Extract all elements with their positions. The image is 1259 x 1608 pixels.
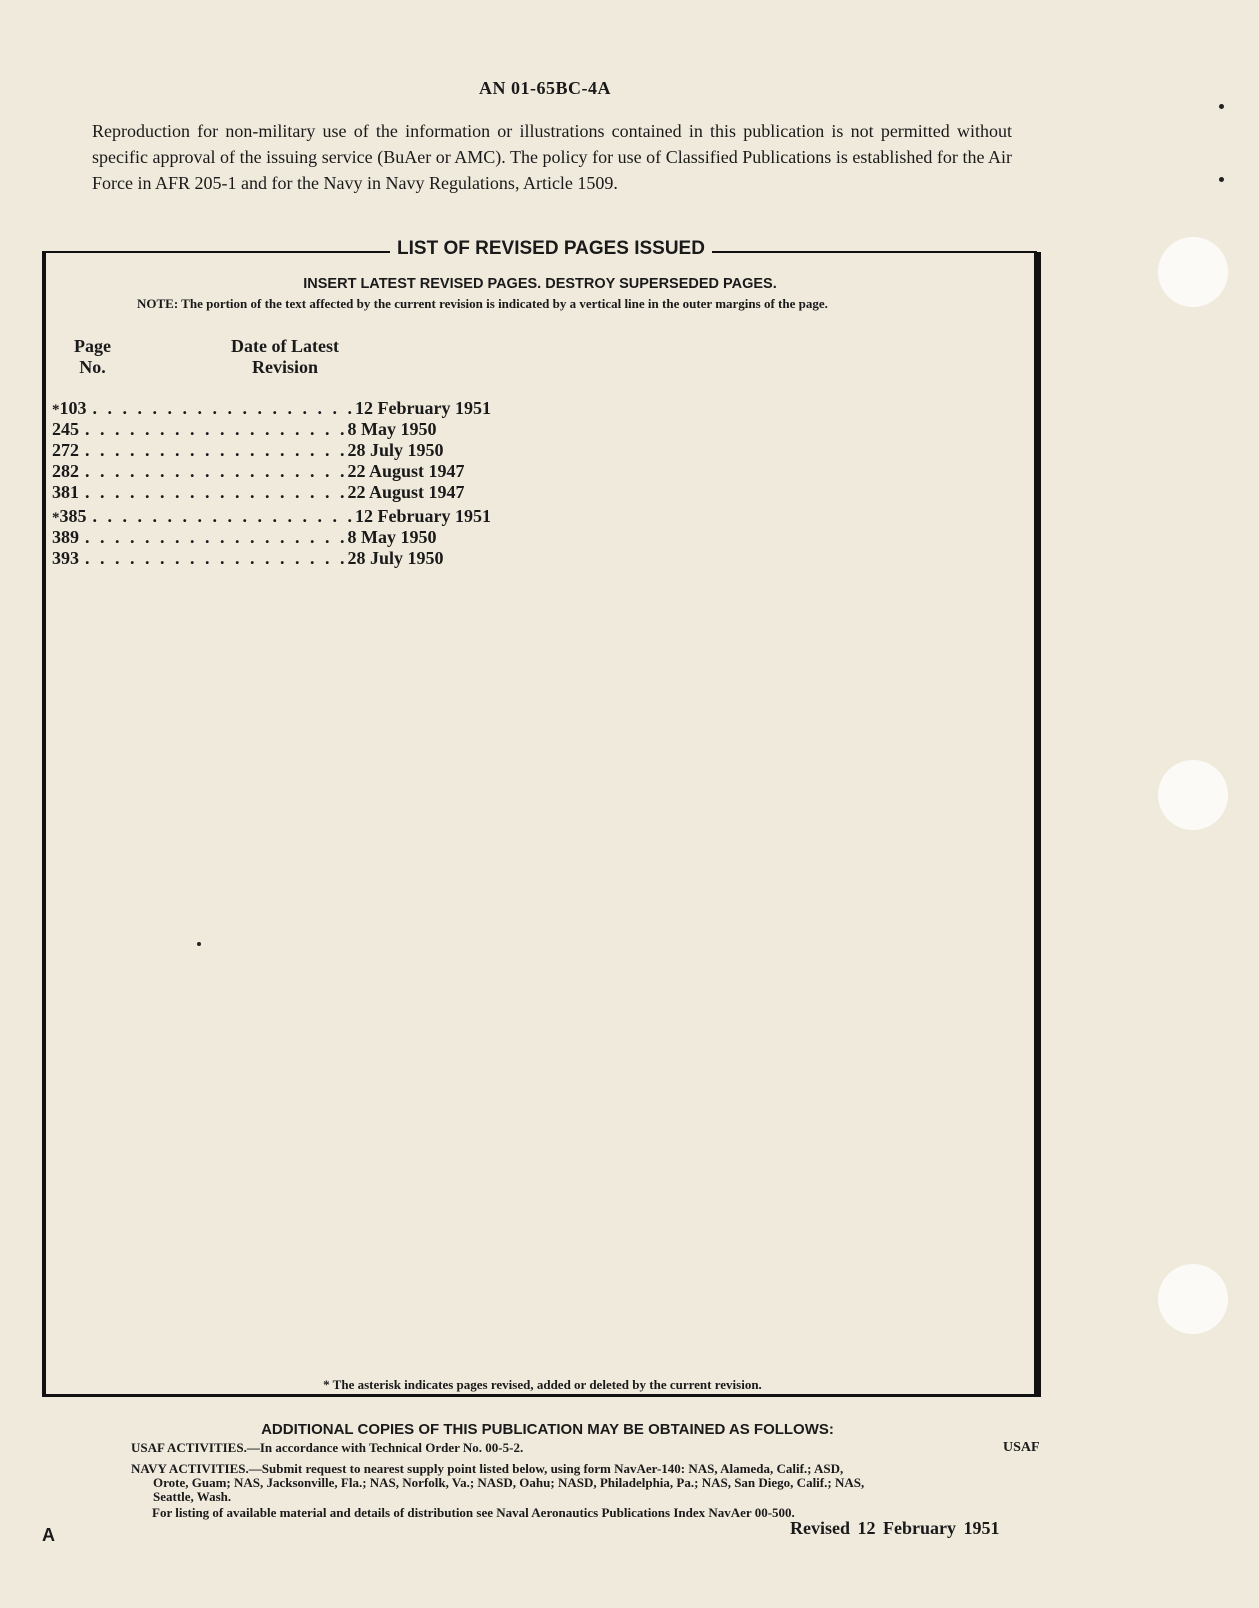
leader-dots: . . . . . . . . . . . . . . . . . . (85, 461, 348, 481)
asterisk-note: * The asterisk indicates pages revised, added or deleted by the current revision. (323, 1377, 762, 1392)
table-row (52, 548, 444, 569)
speck (1219, 104, 1224, 109)
divider (42, 251, 390, 253)
page-number: 103 (59, 398, 87, 418)
column-header-page (60, 336, 125, 378)
revision-date-cell: 28 July 1950 (347, 440, 444, 460)
leader-dots: . . . . . . . . . . . . . . . . . . (92, 398, 355, 418)
page-letter: A (42, 1525, 55, 1545)
header-line: Date of Latest (231, 336, 339, 356)
header-line: Page (74, 336, 111, 356)
revision-date-cell: 8 May 1950 (347, 527, 437, 547)
table-row (52, 527, 437, 548)
navy-activities (131, 1462, 1011, 1504)
page-number: 272 (52, 440, 79, 460)
page-number: 393 (52, 548, 79, 568)
table-row (52, 440, 444, 461)
revision-date-cell: 8 May 1950 (347, 419, 437, 439)
instruction: INSERT LATEST REVISED PAGES. DESTROY SUPERSEDED PAGES. (303, 276, 777, 292)
copies-heading: ADDITIONAL COPIES OF THIS PUBLICATION MAY BE OBTAINED AS FOLLOWS: (261, 1421, 834, 1438)
revision-date-cell: 22 August 1947 (347, 482, 465, 502)
leader-dots: . . . . . . . . . . . . . . . . . . (85, 527, 348, 547)
revision-date-cell: 12 February 1951 (355, 506, 491, 526)
revision-note: NOTE: The portion of the text affected by the current revision is indicated by a vertical line in the outer margins of the page. (137, 296, 828, 311)
punch-hole (1158, 760, 1228, 830)
leader-dots: . . . . . . . . . . . . . . . . . . (92, 506, 355, 526)
page-number: 389 (52, 527, 79, 547)
punch-hole (1158, 1264, 1228, 1334)
asterisk-marker: * (52, 510, 60, 526)
header-line: No. (79, 357, 106, 377)
revision-date: Revised 12 February 1951 (790, 1518, 1000, 1538)
speck (1219, 177, 1224, 182)
leader-dots: . . . . . . . . . . . . . . . . . . (85, 548, 348, 568)
table-row (52, 482, 465, 503)
usaf-activities: USAF ACTIVITIES.—In accordance with Technical Order No. 00-5-2. (131, 1440, 524, 1455)
listing-note: For listing of available material and details of distribution see Naval Aeronautics Publications Index NavAer 00-500. (152, 1505, 795, 1520)
leader-dots: . . . . . . . . . . . . . . . . . . (85, 482, 348, 502)
document-id: AN 01-65BC-4A (479, 78, 611, 98)
header-line: Revision (251, 357, 318, 377)
reproduction-notice: Reproduction for non-military use of the information or illustrations contained in this publication is not permitted without specific approval of the issuing service (BuAer or AMC). The policy for use of Classified Publications is established for the Air Force in AFR 205-1 and for the Navy in Navy Regulations, Article 1509. (92, 121, 1012, 193)
page-number: 282 (52, 461, 79, 481)
table-row (52, 461, 465, 482)
navy-line: Orote, Guam; NAS, Jacksonville, Fla.; NAS, Norfolk, Va.; NASD, Oahu; NASD, Philadelphia, Pa.; NAS, San Diego, Calif.; NAS, (153, 1475, 865, 1490)
navy-line: Seattle, Wash. (153, 1489, 232, 1504)
revision-date-cell: 12 February 1951 (355, 398, 491, 418)
column-header-date (205, 336, 365, 378)
box-title: LIST OF REVISED PAGES ISSUED (397, 238, 705, 259)
punch-hole (1158, 237, 1228, 307)
asterisk-marker: * (52, 402, 60, 418)
table-row (52, 398, 491, 419)
page-number: 385 (59, 506, 87, 526)
leader-dots: . . . . . . . . . . . . . . . . . . (85, 419, 348, 439)
navy-line: NAVY ACTIVITIES.—Submit request to nearest supply point listed below, using form NavAer-140: NAS, Alameda, Calif.; ASD, (131, 1461, 844, 1476)
page-number: 381 (52, 482, 79, 502)
revision-date-cell: 28 July 1950 (347, 548, 444, 568)
revision-date-cell: 22 August 1947 (347, 461, 465, 481)
leader-dots: . . . . . . . . . . . . . . . . . . (85, 440, 348, 460)
divider (712, 251, 1037, 253)
page-number: 245 (52, 419, 79, 439)
table-row (52, 419, 437, 440)
usaf-tag: USAF (1003, 1440, 1040, 1455)
table-row (52, 506, 491, 527)
